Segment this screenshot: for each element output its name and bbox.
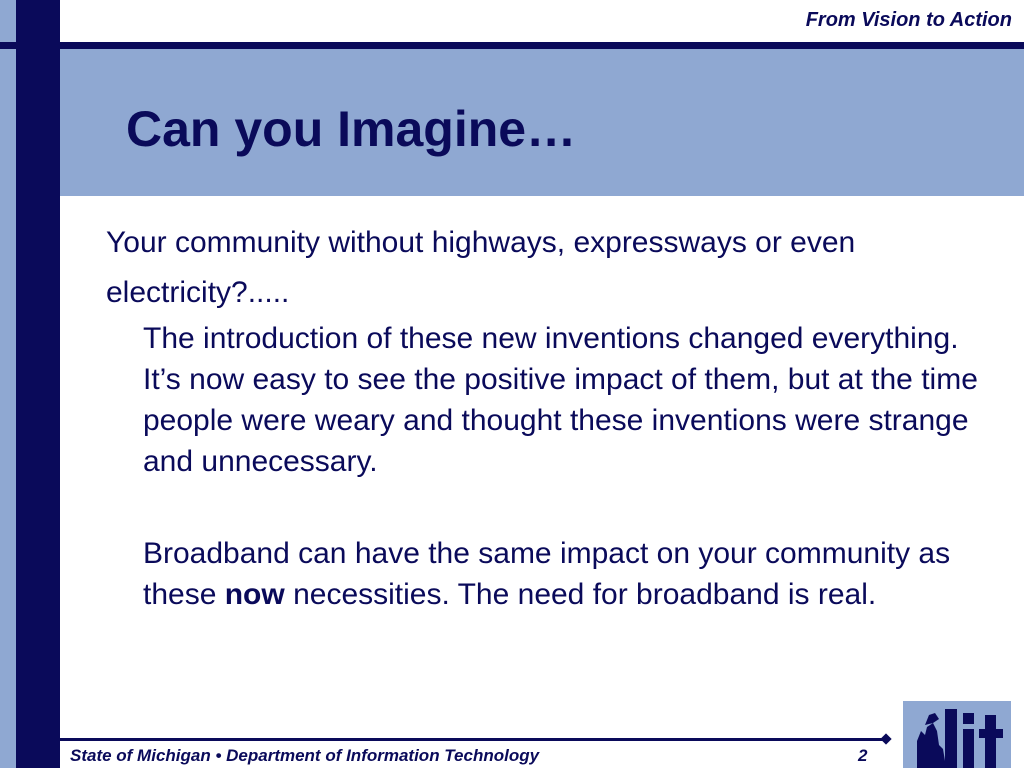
page-number: 2: [858, 746, 868, 765]
body-paragraph-2: [143, 533, 983, 615]
dit-logo: [903, 701, 1011, 768]
slide-title: Can you Imagine…: [126, 101, 577, 157]
top-divider-line: [0, 42, 1024, 49]
left-navy-bar: [16, 0, 60, 768]
paragraph-2-text-end: necessities. The need for broadband is real.: [284, 578, 877, 611]
slide-tagline: From Vision to Action: [805, 9, 1012, 31]
footer-diamond-ornament: [880, 733, 891, 744]
paragraph-2-emphasis: now: [224, 578, 285, 611]
footer-divider-line: [60, 738, 886, 741]
body-paragraph-1: The introduction of these new inventions changed everything. It’s now easy to see the positive impact of them, but at the time people were weary and thought these inventions were strange and unnecessary.: [143, 322, 978, 478]
footer-organization: State of Michigan • Department of Information Technology: [70, 746, 540, 765]
left-accent-band: [0, 0, 16, 768]
intro-text: Your community without highways, expressways or even electricity?.....: [106, 226, 856, 309]
paragraph-2-text-start: Broadband can have the same impact on your community as these: [143, 537, 951, 611]
